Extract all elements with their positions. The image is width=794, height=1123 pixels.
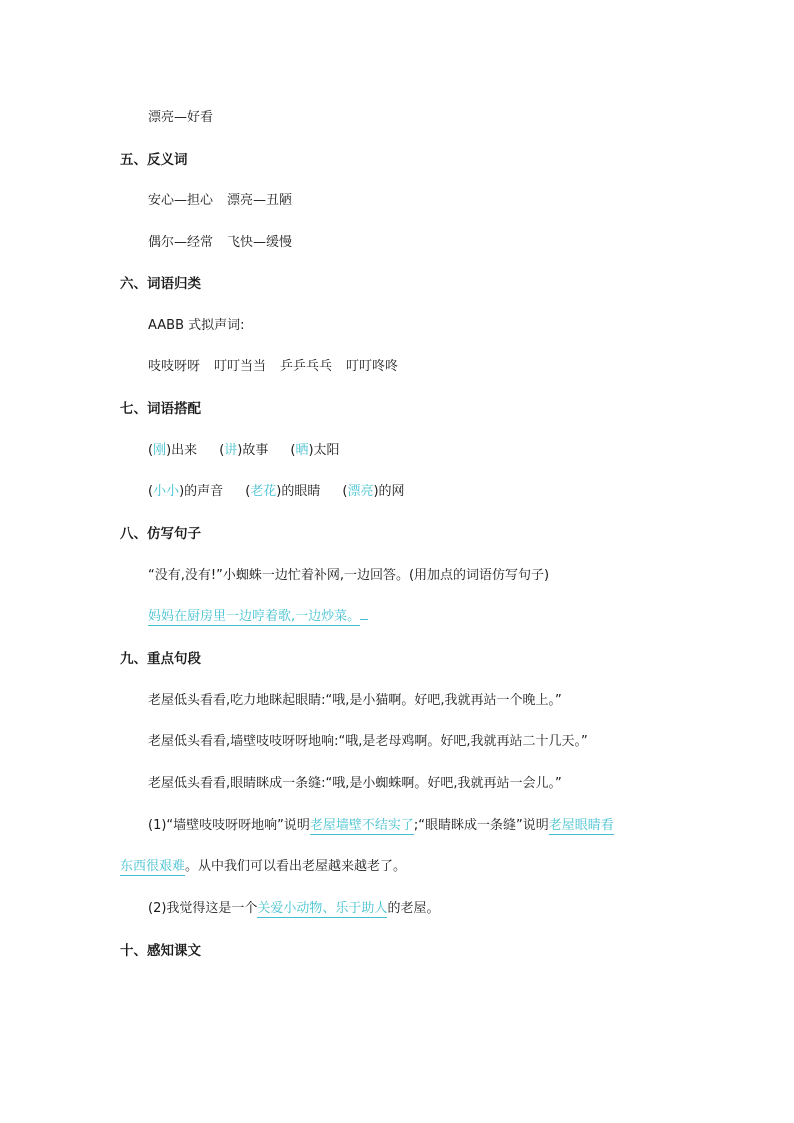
question-2 bbox=[148, 900, 439, 918]
word: 乒乒乓乓 bbox=[280, 359, 333, 374]
collocation-answer: 讲 bbox=[224, 443, 238, 458]
answer-text: 东西很艰难 bbox=[120, 859, 186, 874]
section-9-heading: 九、重点句段 bbox=[120, 651, 201, 667]
question-text: 。从中我们可以看出老屋越来越老了。 bbox=[185, 859, 407, 874]
section-6-heading: 六、词语归类 bbox=[120, 276, 201, 292]
question-1-line-2 bbox=[120, 858, 406, 876]
answer-text: 老屋眼睛看 bbox=[548, 818, 614, 833]
category-label: AABB 式拟声词: bbox=[148, 318, 245, 333]
section-8-heading: 八、仿写句子 bbox=[120, 526, 201, 542]
imitation-prompt: “没有,没有!”小蜘蛛一边忙着补网,一边回答。(用加点的词语仿写句子) bbox=[148, 568, 550, 583]
imitation-answer bbox=[148, 608, 368, 626]
collocation-word: 的眼睛 bbox=[281, 484, 321, 499]
collocation-answer: 刚 bbox=[153, 443, 167, 458]
collocation-word: 太阳 bbox=[313, 443, 340, 458]
collocation-row-2: (小小)的声音 (老花)的眼睛 (漂亮)的网 bbox=[148, 484, 405, 499]
antonym-pair: 漂亮—丑陋 bbox=[227, 193, 293, 208]
antonym-line-1 bbox=[148, 192, 292, 210]
word: 叮叮咚咚 bbox=[346, 359, 399, 374]
antonym-pair: 飞快—缓慢 bbox=[227, 235, 293, 250]
answer-text: 老屋墙壁不结实了 bbox=[309, 818, 414, 833]
word: 叮叮当当 bbox=[214, 359, 267, 374]
antonym-pair: 偶尔—经常 bbox=[148, 235, 214, 250]
section-5-heading: 五、反义词 bbox=[120, 152, 188, 168]
key-passage-2: 老屋低头看看,墙壁吱吱呀呀地响:“哦,是老母鸡啊。好吧,我就再站二十几天。” bbox=[148, 734, 588, 749]
answer-text: 关爱小动物、乐于助人 bbox=[257, 901, 388, 916]
collocation-word: 出来 bbox=[171, 443, 198, 458]
collocation-row-1: (刚)出来 (讲)故事 (晒)太阳 bbox=[148, 443, 340, 458]
antonym-pair: 安心—担心 bbox=[148, 193, 214, 208]
word: 吱吱呀呀 bbox=[148, 359, 201, 374]
section-10-heading: 十、感知课文 bbox=[120, 943, 201, 959]
synonym-line bbox=[148, 109, 213, 127]
question-text: ;“眼睛眯成一条缝”说明 bbox=[413, 818, 549, 833]
answer-sentence: 妈妈在厨房里一边哼着歌,一边炒菜。 bbox=[148, 609, 361, 624]
key-passage-3: 老屋低头看看,眼睛眯成一条缝:“哦,是小蜘蛛啊。好吧,我就再站一会儿。” bbox=[148, 776, 562, 791]
question-text: 的老屋。 bbox=[387, 901, 440, 916]
key-passage-1: 老屋低头看看,吃力地眯起眼睛:“哦,是小猫啊。好吧,我就再站一个晚上。” bbox=[148, 693, 562, 708]
collocation-answer: 漂亮 bbox=[347, 484, 374, 499]
collocation-answer: 小小 bbox=[153, 484, 180, 499]
onomatopoeia-list bbox=[148, 358, 398, 376]
question-1-line-1 bbox=[148, 817, 614, 835]
section-7-heading: 七、词语搭配 bbox=[120, 401, 201, 417]
antonym-line-2 bbox=[148, 234, 292, 252]
collocation-answer: 晒 bbox=[295, 443, 309, 458]
collocation-word: 的网 bbox=[378, 484, 405, 499]
collocation-word: 的声音 bbox=[184, 484, 224, 499]
question-text: (2)我觉得这是一个 bbox=[148, 901, 258, 916]
collocation-word: 故事 bbox=[242, 443, 269, 458]
question-text: (1)“墙壁吱吱呀呀地响”说明 bbox=[148, 818, 310, 833]
collocation-answer: 老花 bbox=[250, 484, 277, 499]
synonym-pair: 漂亮—好看 bbox=[148, 110, 214, 125]
